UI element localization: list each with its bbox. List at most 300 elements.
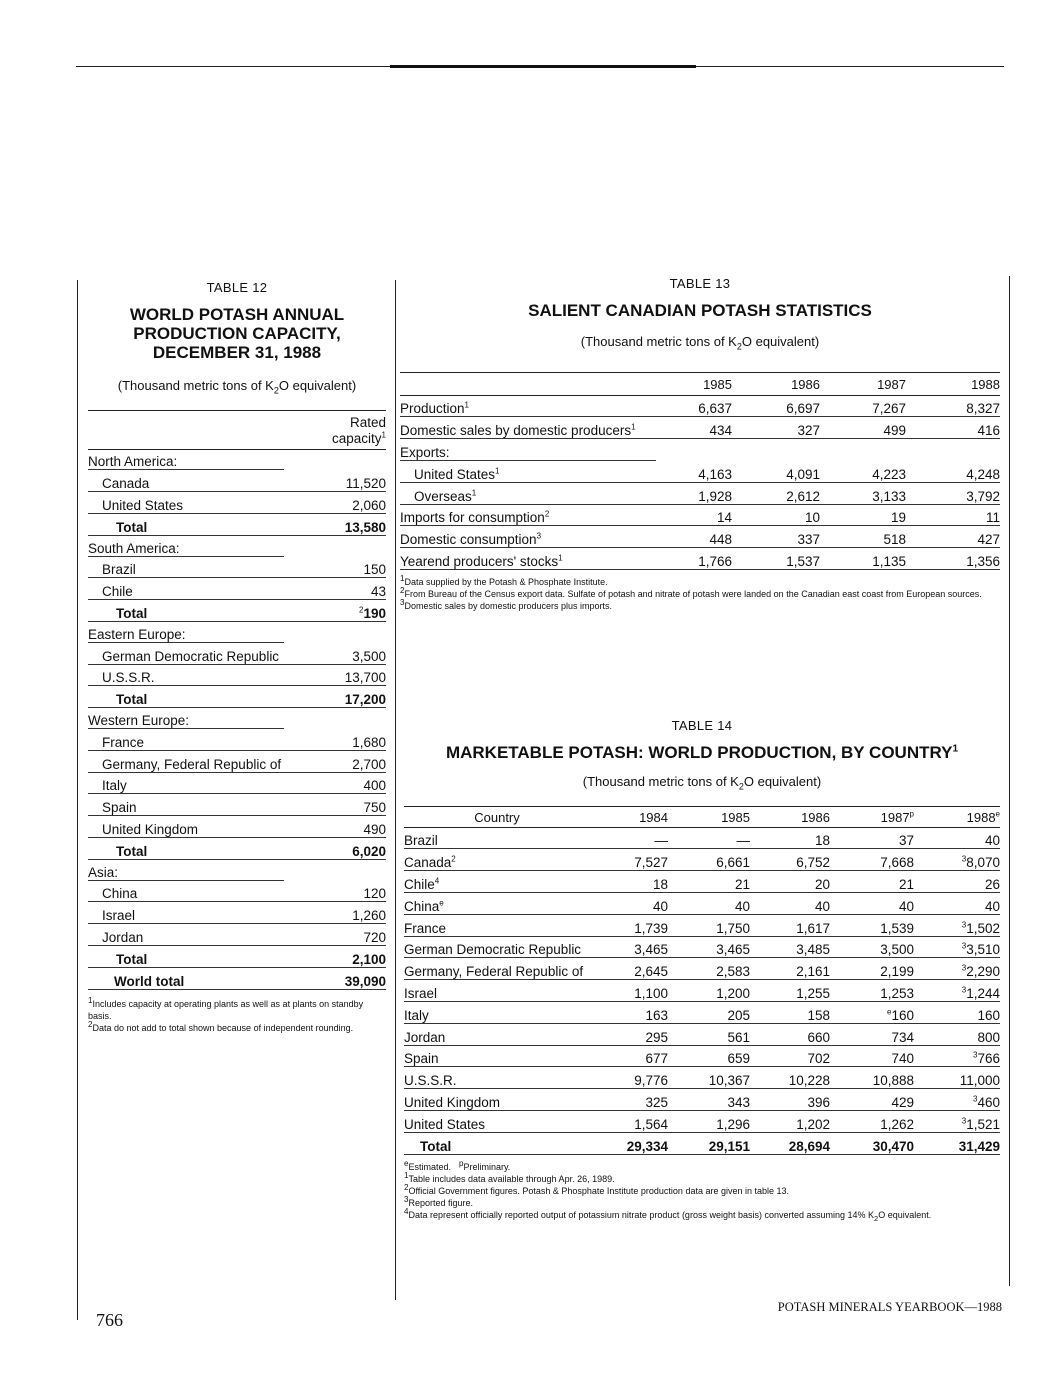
value-cell bbox=[590, 958, 668, 980]
value-cell bbox=[750, 1067, 830, 1089]
footnote-marker: 1 bbox=[464, 400, 469, 410]
footnote-marker: 3 bbox=[536, 531, 542, 541]
row-value: 37 bbox=[898, 833, 914, 849]
row-value-cell bbox=[308, 750, 386, 772]
row-value: 4,248 bbox=[906, 460, 1000, 482]
subtitle-subscript: 2 bbox=[273, 385, 279, 396]
row-label-cell bbox=[88, 449, 308, 470]
row-value: 343 bbox=[727, 1094, 750, 1110]
footnote-text: Estimated. bbox=[408, 1161, 451, 1172]
country-cell bbox=[404, 1045, 590, 1067]
row-value: 734 bbox=[891, 1029, 914, 1045]
country-cell bbox=[404, 1089, 590, 1111]
year-header bbox=[914, 806, 1000, 827]
row-value: 10,367 bbox=[708, 1073, 750, 1089]
value-cell bbox=[668, 871, 750, 893]
footnote bbox=[88, 1019, 386, 1034]
value-cell bbox=[914, 1110, 1000, 1132]
row-value: 448 bbox=[656, 526, 732, 548]
row-value: 11 bbox=[906, 504, 1000, 526]
row-label-cell bbox=[400, 482, 656, 504]
table-row bbox=[88, 470, 386, 491]
footnote-marker: 3 bbox=[961, 854, 967, 864]
row-value-cell bbox=[308, 902, 386, 924]
value-cell bbox=[668, 1110, 750, 1132]
row-value: 499 bbox=[820, 417, 906, 439]
footnote bbox=[404, 1182, 1000, 1197]
footnote-marker: 2 bbox=[400, 585, 405, 595]
footnote-text: Table includes data available through Apr. 26, 1989. bbox=[408, 1173, 615, 1184]
row-value: 1,750 bbox=[716, 920, 750, 936]
row-label: Israel bbox=[102, 908, 136, 924]
row-value: 2,700 bbox=[352, 756, 386, 772]
value-cell bbox=[668, 1023, 750, 1045]
header-text: capacity bbox=[332, 430, 382, 446]
table-row bbox=[404, 827, 1000, 849]
row-value: 11,000 bbox=[959, 1073, 1000, 1089]
value-cell bbox=[750, 1132, 830, 1154]
footnote-marker: e bbox=[439, 898, 444, 908]
row-value: 750 bbox=[363, 800, 386, 816]
row-label: Production bbox=[400, 401, 465, 417]
table-14-subtitle bbox=[404, 774, 1000, 792]
row-value-cell bbox=[308, 708, 386, 729]
footnote bbox=[400, 597, 1000, 612]
value-cell bbox=[830, 1067, 914, 1089]
row-value: 720 bbox=[363, 929, 386, 945]
value-cell bbox=[668, 1132, 750, 1154]
row-value: 190 bbox=[363, 605, 386, 621]
footnote-text: Official Government figures. Potash & Phosphate Institute production data are given in table 13. bbox=[408, 1185, 790, 1196]
right-margin-rule bbox=[1009, 276, 1010, 1286]
footnote-text: O equivalent. bbox=[878, 1209, 932, 1220]
row-value: 460 bbox=[977, 1094, 1000, 1110]
country-cell bbox=[404, 914, 590, 936]
footnote-marker: 3 bbox=[400, 597, 405, 607]
row-value: 1,262 bbox=[880, 1116, 914, 1132]
table-13-subtitle bbox=[400, 334, 1000, 352]
table-14-notes bbox=[404, 1158, 1000, 1225]
country-cell bbox=[404, 849, 590, 871]
value-cell bbox=[590, 1110, 668, 1132]
year-header bbox=[830, 806, 914, 827]
table-13 bbox=[400, 276, 1000, 612]
row-value: 2,199 bbox=[880, 964, 914, 980]
value-cell bbox=[590, 1023, 668, 1045]
country-cell bbox=[404, 1023, 590, 1045]
table-row bbox=[88, 643, 386, 664]
country-cell bbox=[404, 871, 590, 893]
value-cell bbox=[830, 936, 914, 958]
row-value: 3,465 bbox=[716, 942, 750, 958]
row-value: 40 bbox=[652, 898, 668, 914]
table-12-header-row bbox=[88, 410, 386, 449]
row-value: 702 bbox=[807, 1051, 830, 1067]
row-value: 1,537 bbox=[732, 548, 820, 570]
value-cell bbox=[590, 914, 668, 936]
row-label-cell bbox=[88, 837, 308, 859]
row-label-cell bbox=[88, 967, 308, 989]
footnote bbox=[404, 1170, 1000, 1185]
table-row bbox=[88, 881, 386, 902]
value-cell bbox=[750, 892, 830, 914]
table-12-subtitle bbox=[88, 378, 386, 396]
table-row bbox=[88, 557, 386, 578]
value-cell bbox=[830, 1001, 914, 1023]
row-value: 3,133 bbox=[820, 482, 906, 504]
value-cell bbox=[830, 980, 914, 1002]
subtitle-text: O equivalent) bbox=[743, 774, 822, 789]
row-label: Total bbox=[116, 843, 148, 859]
row-value: 40 bbox=[898, 898, 914, 914]
value-cell bbox=[590, 936, 668, 958]
row-value-cell bbox=[308, 924, 386, 946]
row-value: 337 bbox=[732, 526, 820, 548]
value-cell bbox=[914, 980, 1000, 1002]
country-label: China bbox=[404, 898, 440, 914]
footnote-marker: 3 bbox=[973, 1094, 978, 1104]
footnote-text: Domestic sales by domestic producers plus imports. bbox=[404, 600, 613, 611]
table-row bbox=[88, 621, 386, 642]
row-label-cell bbox=[88, 772, 308, 794]
table-row bbox=[404, 936, 1000, 958]
footnote-marker: 2 bbox=[451, 854, 456, 864]
row-value: 327 bbox=[732, 417, 820, 439]
row-value: 400 bbox=[363, 778, 386, 794]
row-label: U.S.S.R. bbox=[102, 670, 155, 686]
row-label: Total bbox=[116, 519, 148, 535]
table-row bbox=[88, 924, 386, 946]
year-header: 1986 bbox=[732, 372, 820, 395]
row-value: 160 bbox=[977, 1007, 1000, 1023]
row-value: 1,135 bbox=[820, 548, 906, 570]
row-value: 13,580 bbox=[344, 519, 386, 535]
value-cell bbox=[830, 849, 914, 871]
row-value: 28,694 bbox=[788, 1138, 830, 1154]
row-label: Asia: bbox=[88, 865, 284, 881]
header-line: Rated bbox=[349, 414, 386, 430]
row-value bbox=[820, 439, 906, 461]
row-label-cell bbox=[88, 513, 308, 535]
row-label-cell bbox=[88, 945, 308, 967]
row-label-cell bbox=[400, 504, 656, 526]
value-cell bbox=[668, 914, 750, 936]
footnote-marker: 1 bbox=[495, 466, 500, 476]
footnote-marker: 1 bbox=[558, 553, 563, 563]
row-label-cell bbox=[88, 557, 308, 578]
footnote bbox=[400, 585, 1000, 600]
table-row bbox=[88, 902, 386, 924]
row-value: 7,267 bbox=[820, 395, 906, 417]
row-label: Yearend producers' stocks bbox=[400, 553, 559, 569]
footnote bbox=[400, 573, 1000, 588]
country-cell bbox=[404, 827, 590, 849]
country-label: Brazil bbox=[404, 833, 438, 849]
subtitle-text: (Thousand metric tons of K bbox=[117, 378, 274, 393]
row-value-cell bbox=[308, 881, 386, 902]
value-cell bbox=[830, 871, 914, 893]
value-cell bbox=[750, 914, 830, 936]
table-14 bbox=[404, 718, 1000, 1224]
footnote-marker: 4 bbox=[404, 1206, 409, 1216]
row-value: 14 bbox=[656, 504, 732, 526]
country-cell bbox=[404, 892, 590, 914]
row-value-cell bbox=[308, 621, 386, 642]
table-row bbox=[88, 600, 386, 622]
value-cell bbox=[830, 914, 914, 936]
row-value bbox=[732, 439, 820, 461]
subtitle-text: O equivalent) bbox=[278, 378, 357, 393]
table-row bbox=[400, 417, 1000, 439]
row-value: 8,327 bbox=[906, 395, 1000, 417]
row-value: 2,161 bbox=[796, 964, 830, 980]
row-label-cell bbox=[88, 816, 308, 838]
row-value: 295 bbox=[645, 1029, 668, 1045]
footnote-marker: 1 bbox=[88, 995, 93, 1005]
footnote-marker: 3 bbox=[961, 920, 967, 930]
value-cell bbox=[914, 1132, 1000, 1154]
footnote-text: Preliminary. bbox=[463, 1161, 511, 1172]
table-row bbox=[404, 980, 1000, 1002]
row-value: — bbox=[654, 833, 668, 849]
row-value: 490 bbox=[363, 821, 386, 837]
row-value: 2,100 bbox=[352, 951, 386, 967]
value-cell bbox=[750, 1110, 830, 1132]
value-cell bbox=[590, 871, 668, 893]
value-cell bbox=[914, 936, 1000, 958]
row-label: Domestic consumption bbox=[400, 532, 537, 548]
value-cell bbox=[668, 958, 750, 980]
subtitle-text: (Thousand metric tons of K bbox=[580, 334, 737, 349]
row-value bbox=[656, 439, 732, 461]
year-header: 1988 bbox=[906, 372, 1000, 395]
row-value: 429 bbox=[891, 1094, 914, 1110]
row-value-cell bbox=[308, 492, 386, 514]
footnote-text: Data supplied by the Potash & Phosphate Institute. bbox=[404, 576, 608, 587]
row-value: 325 bbox=[645, 1094, 668, 1110]
row-label: Spain bbox=[102, 800, 137, 816]
row-value-cell bbox=[308, 470, 386, 491]
row-label: Domestic sales by domestic producers bbox=[400, 423, 632, 439]
row-label: Overseas bbox=[414, 488, 472, 504]
row-value-cell bbox=[308, 449, 386, 470]
row-value: 6,752 bbox=[796, 855, 830, 871]
value-cell bbox=[750, 1001, 830, 1023]
row-value: 396 bbox=[807, 1094, 830, 1110]
row-value: 766 bbox=[977, 1051, 1000, 1067]
row-value: 29,334 bbox=[626, 1138, 668, 1154]
table-row bbox=[404, 914, 1000, 936]
row-value: 158 bbox=[807, 1007, 830, 1023]
row-value-cell bbox=[308, 600, 386, 622]
row-value: 660 bbox=[807, 1029, 830, 1045]
value-cell bbox=[668, 892, 750, 914]
year-flag: e bbox=[995, 809, 1000, 819]
header-blank bbox=[88, 410, 308, 449]
table-12-title-line: WORLD POTASH ANNUAL bbox=[129, 305, 345, 324]
row-label-cell bbox=[88, 600, 308, 622]
row-value: 1,617 bbox=[796, 920, 830, 936]
header-line bbox=[308, 431, 386, 447]
row-value: 1,564 bbox=[634, 1116, 668, 1132]
row-value: 1,244 bbox=[966, 985, 1000, 1001]
row-label: Total bbox=[116, 951, 148, 967]
value-cell bbox=[830, 1023, 914, 1045]
row-label-cell bbox=[88, 664, 308, 686]
table-row bbox=[88, 859, 386, 880]
row-value: 1,502 bbox=[966, 920, 1000, 936]
value-cell bbox=[914, 958, 1000, 980]
subtitle-subscript: 2 bbox=[738, 781, 744, 792]
footnote bbox=[404, 1158, 1000, 1173]
country-label: France bbox=[404, 920, 447, 936]
row-label-cell bbox=[400, 548, 656, 570]
value-cell bbox=[668, 980, 750, 1002]
value-cell bbox=[750, 1045, 830, 1067]
table-row bbox=[88, 729, 386, 750]
row-value: 20 bbox=[814, 876, 830, 892]
value-cell bbox=[590, 1067, 668, 1089]
subtitle-subscript: 2 bbox=[736, 341, 742, 352]
country-label: U.S.S.R. bbox=[404, 1073, 457, 1089]
row-value: 2,290 bbox=[966, 964, 1000, 980]
table-row bbox=[88, 816, 386, 838]
footnote-text: Reported figure. bbox=[408, 1197, 473, 1208]
table-row bbox=[400, 395, 1000, 417]
row-value: 6,020 bbox=[352, 843, 386, 859]
table-row bbox=[88, 837, 386, 859]
value-cell bbox=[668, 1001, 750, 1023]
row-label-cell bbox=[400, 460, 656, 482]
row-value: 40 bbox=[734, 898, 750, 914]
table-row bbox=[404, 958, 1000, 980]
footnote-marker: 1 bbox=[381, 430, 386, 440]
row-label: Jordan bbox=[102, 929, 144, 945]
table-row bbox=[88, 535, 386, 556]
row-value: 6,697 bbox=[732, 395, 820, 417]
row-value-cell bbox=[308, 816, 386, 838]
row-value: 7,668 bbox=[880, 855, 914, 871]
table-row bbox=[404, 871, 1000, 893]
country-label: Canada bbox=[404, 855, 452, 871]
table-12-title bbox=[88, 305, 386, 362]
footnote-marker: 2 bbox=[544, 509, 550, 519]
row-value-cell bbox=[308, 859, 386, 880]
table-row bbox=[88, 945, 386, 967]
row-label-cell bbox=[88, 729, 308, 750]
row-value: 2,612 bbox=[732, 482, 820, 504]
table-row bbox=[404, 849, 1000, 871]
footnote-marker: 1 bbox=[952, 743, 959, 755]
row-label: Canada bbox=[102, 476, 150, 492]
row-label: South America: bbox=[88, 541, 284, 557]
footnote-marker: 2 bbox=[359, 605, 364, 615]
row-value: 1,766 bbox=[656, 548, 732, 570]
row-value-cell bbox=[308, 729, 386, 750]
year-header bbox=[668, 806, 750, 827]
row-value: 3,500 bbox=[352, 648, 386, 664]
table-12-title-line: DECEMBER 31, 1988 bbox=[152, 343, 322, 362]
footnote bbox=[404, 1194, 1000, 1209]
table-row bbox=[88, 750, 386, 772]
row-value: 800 bbox=[977, 1029, 1000, 1045]
row-value: 10 bbox=[732, 504, 820, 526]
row-value-cell bbox=[308, 686, 386, 708]
row-value: 1,255 bbox=[796, 985, 830, 1001]
table-14-body bbox=[404, 827, 1000, 1154]
value-cell bbox=[830, 1089, 914, 1111]
value-cell bbox=[750, 980, 830, 1002]
row-label-cell bbox=[88, 794, 308, 816]
table-row bbox=[400, 526, 1000, 548]
value-cell bbox=[590, 1089, 668, 1111]
country-label: Israel bbox=[404, 985, 438, 1001]
table-14-header-row bbox=[404, 806, 1000, 827]
row-value: 11,520 bbox=[345, 476, 386, 492]
table-14-grid bbox=[404, 806, 1000, 1155]
value-cell bbox=[830, 1110, 914, 1132]
row-value: 9,776 bbox=[634, 1073, 668, 1089]
value-cell bbox=[668, 1067, 750, 1089]
value-cell bbox=[914, 1001, 1000, 1023]
table-row bbox=[400, 504, 1000, 526]
country-cell bbox=[404, 936, 590, 958]
row-label: United States bbox=[102, 497, 184, 513]
row-value: 40 bbox=[984, 898, 1000, 914]
row-value: 2,583 bbox=[716, 964, 750, 980]
table-14-caption: TABLE 14 bbox=[671, 718, 733, 733]
year-label: 1988 bbox=[966, 810, 996, 826]
value-cell bbox=[590, 1132, 668, 1154]
row-label: North America: bbox=[88, 454, 284, 470]
country-label: Jordan bbox=[404, 1029, 446, 1045]
row-value: 740 bbox=[891, 1051, 914, 1067]
country-cell bbox=[404, 1067, 590, 1089]
row-value: 1,928 bbox=[656, 482, 732, 504]
value-cell bbox=[914, 849, 1000, 871]
footnote-marker: e bbox=[887, 1007, 892, 1017]
country-cell bbox=[404, 958, 590, 980]
value-cell bbox=[668, 936, 750, 958]
row-value bbox=[906, 439, 1000, 461]
footnote-marker: 4 bbox=[434, 876, 440, 886]
value-cell bbox=[668, 827, 750, 849]
table-13-body bbox=[400, 395, 1000, 569]
country-label: United Kingdom bbox=[404, 1094, 501, 1110]
top-rule-accent bbox=[390, 65, 696, 68]
row-value: 30,470 bbox=[872, 1138, 914, 1154]
row-value: 1,739 bbox=[634, 920, 668, 936]
country-cell bbox=[404, 1001, 590, 1023]
row-value: 163 bbox=[645, 1007, 668, 1023]
table-row bbox=[404, 892, 1000, 914]
row-value: 659 bbox=[727, 1051, 750, 1067]
country-label: United States bbox=[404, 1116, 486, 1132]
value-cell bbox=[590, 892, 668, 914]
table-12-title-line: PRODUCTION CAPACITY, bbox=[133, 324, 341, 343]
row-value: 1,356 bbox=[906, 548, 1000, 570]
footnote-marker: 1 bbox=[404, 1170, 409, 1180]
value-cell bbox=[830, 1132, 914, 1154]
row-value: 1,296 bbox=[716, 1116, 750, 1132]
row-value-cell bbox=[308, 837, 386, 859]
left-margin-rule bbox=[77, 280, 78, 1320]
row-label: World total bbox=[114, 973, 185, 989]
country-label: Italy bbox=[404, 1007, 429, 1023]
footnote-marker: 2 bbox=[404, 1182, 409, 1192]
row-label: Germany, Federal Republic of bbox=[102, 756, 282, 772]
year-label: 1987 bbox=[880, 810, 910, 826]
